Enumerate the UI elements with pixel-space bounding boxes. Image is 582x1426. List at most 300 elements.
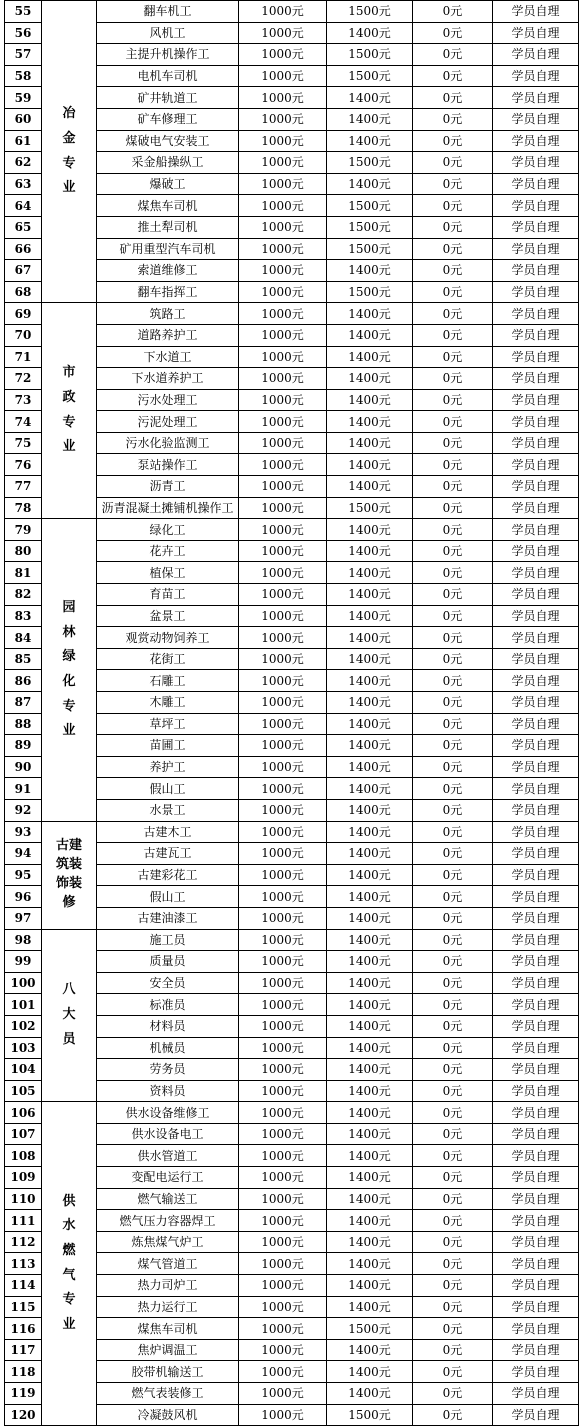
table-row xyxy=(5,303,579,325)
fee-cell: 0元 xyxy=(413,1296,493,1318)
row-number: 107 xyxy=(5,1123,42,1145)
job-name: 苗圃工 xyxy=(97,735,239,757)
category-label: 供 xyxy=(62,1193,76,1209)
fee-cell: 1400元 xyxy=(327,476,413,498)
fee-cell: 1000元 xyxy=(239,994,327,1016)
job-name: 植保工 xyxy=(97,562,239,584)
category-label: 业 xyxy=(62,180,76,196)
job-name: 污水化验监测工 xyxy=(97,432,239,454)
fee-cell: 1500元 xyxy=(327,1404,413,1426)
fee-cell: 1400元 xyxy=(327,1015,413,1037)
table-row xyxy=(5,929,579,951)
category-cell xyxy=(42,519,97,821)
job-name: 翻车指挥工 xyxy=(97,281,239,303)
lodging-cell: 学员自理 xyxy=(493,303,579,325)
job-name: 古建油漆工 xyxy=(97,907,239,929)
job-name: 翻车机工 xyxy=(97,1,239,23)
row-number: 116 xyxy=(5,1318,42,1340)
fee-cell: 0元 xyxy=(413,627,493,649)
fee-cell: 1000元 xyxy=(239,303,327,325)
fee-cell: 1000元 xyxy=(239,173,327,195)
fee-cell: 1000元 xyxy=(239,238,327,260)
lodging-cell: 学员自理 xyxy=(493,1123,579,1145)
lodging-cell: 学员自理 xyxy=(493,886,579,908)
fee-cell: 1400元 xyxy=(327,886,413,908)
lodging-cell: 学员自理 xyxy=(493,411,579,433)
fee-cell: 0元 xyxy=(413,65,493,87)
lodging-cell: 学员自理 xyxy=(493,562,579,584)
fee-cell: 0元 xyxy=(413,1167,493,1189)
fee-cell: 1400元 xyxy=(327,108,413,130)
fee-cell: 1000元 xyxy=(239,130,327,152)
job-name: 泵站操作工 xyxy=(97,454,239,476)
fee-cell: 1000元 xyxy=(239,1080,327,1102)
fee-cell: 1400元 xyxy=(327,799,413,821)
fee-cell: 0元 xyxy=(413,994,493,1016)
lodging-cell: 学员自理 xyxy=(493,1080,579,1102)
row-number: 61 xyxy=(5,130,42,152)
job-name: 热力运行工 xyxy=(97,1296,239,1318)
row-number: 78 xyxy=(5,497,42,519)
lodging-cell: 学员自理 xyxy=(493,130,579,152)
fee-cell: 1000元 xyxy=(239,476,327,498)
job-name: 机械员 xyxy=(97,1037,239,1059)
fee-cell: 1000元 xyxy=(239,1015,327,1037)
fee-cell: 1400元 xyxy=(327,1080,413,1102)
fee-cell: 1500元 xyxy=(327,216,413,238)
fee-cell: 1400元 xyxy=(327,260,413,282)
fee-cell: 1400元 xyxy=(327,843,413,865)
row-number: 100 xyxy=(5,972,42,994)
job-name: 煤破电气安装工 xyxy=(97,130,239,152)
fee-cell: 1400元 xyxy=(327,1361,413,1383)
fee-cell: 1000元 xyxy=(239,1102,327,1124)
lodging-cell: 学员自理 xyxy=(493,735,579,757)
fee-cell: 0元 xyxy=(413,1210,493,1232)
row-number: 76 xyxy=(5,454,42,476)
job-name: 观赏动物饲养工 xyxy=(97,627,239,649)
fee-cell: 1000元 xyxy=(239,152,327,174)
table-row xyxy=(5,1102,579,1124)
category-label: 化 xyxy=(62,673,76,689)
fee-cell: 1000元 xyxy=(239,1275,327,1297)
fee-cell: 0元 xyxy=(413,216,493,238)
row-number: 106 xyxy=(5,1102,42,1124)
lodging-cell: 学员自理 xyxy=(493,1231,579,1253)
fee-cell: 1000元 xyxy=(239,1339,327,1361)
fee-cell: 1400元 xyxy=(327,1210,413,1232)
job-name: 供水管道工 xyxy=(97,1145,239,1167)
fee-cell: 1000元 xyxy=(239,519,327,541)
fee-cell: 0元 xyxy=(413,260,493,282)
lodging-cell: 学员自理 xyxy=(493,260,579,282)
fee-cell: 1500元 xyxy=(327,152,413,174)
fee-cell: 0元 xyxy=(413,87,493,109)
lodging-cell: 学员自理 xyxy=(493,1318,579,1340)
fee-cell: 1400元 xyxy=(327,627,413,649)
fee-cell: 1400元 xyxy=(327,562,413,584)
lodging-cell: 学员自理 xyxy=(493,1,579,23)
lodging-cell: 学员自理 xyxy=(493,670,579,692)
fee-cell: 1000元 xyxy=(239,1145,327,1167)
fee-cell: 1000元 xyxy=(239,411,327,433)
job-name: 施工员 xyxy=(97,929,239,951)
job-name: 矿井轨道工 xyxy=(97,87,239,109)
lodging-cell: 学员自理 xyxy=(493,1339,579,1361)
fee-cell: 0元 xyxy=(413,562,493,584)
fee-cell: 1400元 xyxy=(327,389,413,411)
fee-cell: 0元 xyxy=(413,173,493,195)
row-number: 74 xyxy=(5,411,42,433)
row-number: 90 xyxy=(5,756,42,778)
row-number: 64 xyxy=(5,195,42,217)
lodging-cell: 学员自理 xyxy=(493,1253,579,1275)
fee-cell: 0元 xyxy=(413,1059,493,1081)
fee-cell: 0元 xyxy=(413,238,493,260)
row-number: 110 xyxy=(5,1188,42,1210)
category-cell xyxy=(42,303,97,519)
job-name: 变配电运行工 xyxy=(97,1167,239,1189)
fee-cell: 0元 xyxy=(413,1318,493,1340)
fee-cell: 0元 xyxy=(413,1231,493,1253)
fee-cell: 1000元 xyxy=(239,778,327,800)
job-name: 热力司炉工 xyxy=(97,1275,239,1297)
fee-cell: 0元 xyxy=(413,735,493,757)
table-row xyxy=(5,821,579,843)
lodging-cell: 学员自理 xyxy=(493,1404,579,1426)
lodging-cell: 学员自理 xyxy=(493,87,579,109)
lodging-cell: 学员自理 xyxy=(493,907,579,929)
lodging-cell: 学员自理 xyxy=(493,540,579,562)
fee-cell: 0元 xyxy=(413,1102,493,1124)
fee-cell: 0元 xyxy=(413,454,493,476)
row-number: 60 xyxy=(5,108,42,130)
fee-cell: 1000元 xyxy=(239,540,327,562)
fee-cell: 0元 xyxy=(413,432,493,454)
job-name: 草坪工 xyxy=(97,713,239,735)
row-number: 63 xyxy=(5,173,42,195)
table-row xyxy=(5,1,579,23)
row-number: 101 xyxy=(5,994,42,1016)
lodging-cell: 学员自理 xyxy=(493,627,579,649)
lodging-cell: 学员自理 xyxy=(493,238,579,260)
lodging-cell: 学员自理 xyxy=(493,929,579,951)
category-label: 专 xyxy=(62,414,76,430)
fee-cell: 1400元 xyxy=(327,951,413,973)
job-name: 古建木工 xyxy=(97,821,239,843)
fee-cell: 0元 xyxy=(413,1,493,23)
fee-cell: 1000元 xyxy=(239,864,327,886)
fee-cell: 1000元 xyxy=(239,886,327,908)
job-name: 煤气管道工 xyxy=(97,1253,239,1275)
row-number: 117 xyxy=(5,1339,42,1361)
lodging-cell: 学员自理 xyxy=(493,1383,579,1405)
category-label: 古建 xyxy=(55,838,82,854)
fee-cell: 1400元 xyxy=(327,1145,413,1167)
lodging-cell: 学员自理 xyxy=(493,65,579,87)
lodging-cell: 学员自理 xyxy=(493,605,579,627)
row-number: 94 xyxy=(5,843,42,865)
lodging-cell: 学员自理 xyxy=(493,994,579,1016)
fee-cell: 1400元 xyxy=(327,411,413,433)
fee-cell: 0元 xyxy=(413,1037,493,1059)
job-name: 花卉工 xyxy=(97,540,239,562)
row-number: 59 xyxy=(5,87,42,109)
row-number: 108 xyxy=(5,1145,42,1167)
lodging-cell: 学员自理 xyxy=(493,1059,579,1081)
row-number: 99 xyxy=(5,951,42,973)
job-name: 沥青工 xyxy=(97,476,239,498)
fee-cell: 0元 xyxy=(413,411,493,433)
row-number: 105 xyxy=(5,1080,42,1102)
fee-cell: 1400元 xyxy=(327,929,413,951)
row-number: 73 xyxy=(5,389,42,411)
row-number: 102 xyxy=(5,1015,42,1037)
lodging-cell: 学员自理 xyxy=(493,324,579,346)
lodging-cell: 学员自理 xyxy=(493,44,579,66)
fee-cell: 1400元 xyxy=(327,173,413,195)
fee-cell: 0元 xyxy=(413,584,493,606)
fee-cell: 1400元 xyxy=(327,1275,413,1297)
job-name: 劳务员 xyxy=(97,1059,239,1081)
lodging-cell: 学员自理 xyxy=(493,1037,579,1059)
row-number: 85 xyxy=(5,648,42,670)
job-name: 育苗工 xyxy=(97,584,239,606)
fee-cell: 1000元 xyxy=(239,432,327,454)
fee-cell: 1000元 xyxy=(239,1404,327,1426)
row-number: 89 xyxy=(5,735,42,757)
lodging-cell: 学员自理 xyxy=(493,951,579,973)
category-cell xyxy=(42,821,97,929)
fee-table xyxy=(4,0,579,1426)
fee-cell: 1000元 xyxy=(239,1,327,23)
fee-cell: 0元 xyxy=(413,605,493,627)
job-name: 供水设备电工 xyxy=(97,1123,239,1145)
job-name: 煤焦车司机 xyxy=(97,195,239,217)
lodging-cell: 学员自理 xyxy=(493,584,579,606)
fee-table-body xyxy=(5,1,579,1426)
fee-cell: 0元 xyxy=(413,1080,493,1102)
category-cell xyxy=(42,1102,97,1426)
lodging-cell: 学员自理 xyxy=(493,368,579,390)
fee-cell: 1000元 xyxy=(239,584,327,606)
row-number: 83 xyxy=(5,605,42,627)
lodging-cell: 学员自理 xyxy=(493,1188,579,1210)
fee-cell: 1400元 xyxy=(327,1188,413,1210)
job-name: 风机工 xyxy=(97,22,239,44)
job-name: 燃气压力容器焊工 xyxy=(97,1210,239,1232)
lodging-cell: 学员自理 xyxy=(493,778,579,800)
fee-cell: 0元 xyxy=(413,22,493,44)
fee-cell: 1000元 xyxy=(239,368,327,390)
lodging-cell: 学员自理 xyxy=(493,519,579,541)
lodging-cell: 学员自理 xyxy=(493,173,579,195)
fee-cell: 0元 xyxy=(413,799,493,821)
job-name: 污泥处理工 xyxy=(97,411,239,433)
job-name: 索道维修工 xyxy=(97,260,239,282)
fee-cell: 1000元 xyxy=(239,1361,327,1383)
fee-cell: 1000元 xyxy=(239,454,327,476)
fee-cell: 1400元 xyxy=(327,22,413,44)
fee-cell: 0元 xyxy=(413,1188,493,1210)
fee-cell: 0元 xyxy=(413,1253,493,1275)
row-number: 79 xyxy=(5,519,42,541)
row-number: 92 xyxy=(5,799,42,821)
category-label: 金 xyxy=(62,130,76,146)
fee-cell: 1000元 xyxy=(239,972,327,994)
fee-cell: 0元 xyxy=(413,540,493,562)
fee-cell: 1400元 xyxy=(327,1123,413,1145)
fee-cell: 1000元 xyxy=(239,627,327,649)
fee-cell: 1400元 xyxy=(327,1059,413,1081)
fee-cell: 1400元 xyxy=(327,778,413,800)
row-number: 113 xyxy=(5,1253,42,1275)
row-number: 109 xyxy=(5,1167,42,1189)
row-number: 114 xyxy=(5,1275,42,1297)
fee-cell: 0元 xyxy=(413,152,493,174)
fee-cell: 1000元 xyxy=(239,324,327,346)
job-name: 道路养护工 xyxy=(97,324,239,346)
fee-cell: 1400元 xyxy=(327,303,413,325)
category-label: 饰装 xyxy=(55,876,82,892)
fee-cell: 0元 xyxy=(413,195,493,217)
job-name: 质量员 xyxy=(97,951,239,973)
row-number: 96 xyxy=(5,886,42,908)
fee-cell: 1400元 xyxy=(327,756,413,778)
fee-cell: 1000元 xyxy=(239,562,327,584)
fee-cell: 0元 xyxy=(413,1123,493,1145)
fee-cell: 0元 xyxy=(413,1275,493,1297)
fee-cell: 1500元 xyxy=(327,238,413,260)
job-name: 煤焦车司机 xyxy=(97,1318,239,1340)
category-label: 专 xyxy=(62,1292,76,1308)
category-label: 气 xyxy=(62,1267,76,1283)
row-number: 57 xyxy=(5,44,42,66)
lodging-cell: 学员自理 xyxy=(493,108,579,130)
fee-cell: 1000元 xyxy=(239,1210,327,1232)
row-number: 120 xyxy=(5,1404,42,1426)
job-name: 假山工 xyxy=(97,778,239,800)
fee-cell: 0元 xyxy=(413,648,493,670)
job-name: 采金船操纵工 xyxy=(97,152,239,174)
category-label: 业 xyxy=(62,1317,76,1333)
job-name: 矿车修理工 xyxy=(97,108,239,130)
fee-cell: 1000元 xyxy=(239,22,327,44)
fee-cell: 1000元 xyxy=(239,929,327,951)
fee-cell: 1400元 xyxy=(327,994,413,1016)
lodging-cell: 学员自理 xyxy=(493,1210,579,1232)
fee-cell: 1400元 xyxy=(327,519,413,541)
row-number: 56 xyxy=(5,22,42,44)
lodging-cell: 学员自理 xyxy=(493,1167,579,1189)
job-name: 炼焦煤气炉工 xyxy=(97,1231,239,1253)
fee-cell: 1400元 xyxy=(327,87,413,109)
fee-cell: 0元 xyxy=(413,1015,493,1037)
fee-cell: 0元 xyxy=(413,756,493,778)
job-name: 焦炉调温工 xyxy=(97,1339,239,1361)
category-label: 员 xyxy=(62,1031,76,1047)
lodging-cell: 学员自理 xyxy=(493,432,579,454)
fee-cell: 1000元 xyxy=(239,195,327,217)
row-number: 91 xyxy=(5,778,42,800)
job-name: 主提升机操作工 xyxy=(97,44,239,66)
fee-cell: 0元 xyxy=(413,1361,493,1383)
fee-cell: 1400元 xyxy=(327,584,413,606)
job-name: 沥青混凝土摊铺机操作工 xyxy=(97,497,239,519)
lodging-cell: 学员自理 xyxy=(493,476,579,498)
category-label: 燃 xyxy=(62,1243,76,1259)
fee-cell: 1000元 xyxy=(239,756,327,778)
lodging-cell: 学员自理 xyxy=(493,799,579,821)
fee-cell: 1000元 xyxy=(239,713,327,735)
category-label: 业 xyxy=(62,439,76,455)
fee-cell: 0元 xyxy=(413,519,493,541)
fee-cell: 1500元 xyxy=(327,497,413,519)
fee-cell: 0元 xyxy=(413,843,493,865)
fee-cell: 1000元 xyxy=(239,670,327,692)
row-number: 115 xyxy=(5,1296,42,1318)
job-name: 古建彩花工 xyxy=(97,864,239,886)
table-row xyxy=(5,519,579,541)
job-name: 木雕工 xyxy=(97,692,239,714)
job-name: 下水道工 xyxy=(97,346,239,368)
fee-cell: 0元 xyxy=(413,303,493,325)
fee-cell: 1400元 xyxy=(327,1102,413,1124)
lodging-cell: 学员自理 xyxy=(493,821,579,843)
job-name: 资料员 xyxy=(97,1080,239,1102)
fee-cell: 1400元 xyxy=(327,605,413,627)
fee-cell: 1000元 xyxy=(239,1296,327,1318)
lodging-cell: 学员自理 xyxy=(493,864,579,886)
lodging-cell: 学员自理 xyxy=(493,152,579,174)
fee-cell: 0元 xyxy=(413,692,493,714)
fee-cell: 1400元 xyxy=(327,540,413,562)
category-label: 大 xyxy=(62,1007,76,1023)
fee-cell: 0元 xyxy=(413,44,493,66)
fee-cell: 1000元 xyxy=(239,346,327,368)
fee-cell: 1000元 xyxy=(239,692,327,714)
row-number: 87 xyxy=(5,692,42,714)
fee-cell: 1400元 xyxy=(327,324,413,346)
row-number: 104 xyxy=(5,1059,42,1081)
row-number: 119 xyxy=(5,1383,42,1405)
row-number: 88 xyxy=(5,713,42,735)
lodging-cell: 学员自理 xyxy=(493,648,579,670)
fee-cell: 0元 xyxy=(413,929,493,951)
fee-cell: 1400元 xyxy=(327,821,413,843)
fee-cell: 0元 xyxy=(413,368,493,390)
fee-cell: 1400元 xyxy=(327,692,413,714)
job-name: 绿化工 xyxy=(97,519,239,541)
job-name: 材料员 xyxy=(97,1015,239,1037)
fee-cell: 1000元 xyxy=(239,1037,327,1059)
lodging-cell: 学员自理 xyxy=(493,843,579,865)
fee-cell: 1400元 xyxy=(327,130,413,152)
row-number: 70 xyxy=(5,324,42,346)
fee-cell: 1500元 xyxy=(327,1,413,23)
job-name: 石雕工 xyxy=(97,670,239,692)
fee-cell: 1000元 xyxy=(239,389,327,411)
job-name: 筑路工 xyxy=(97,303,239,325)
lodging-cell: 学员自理 xyxy=(493,497,579,519)
category-label: 政 xyxy=(62,390,76,406)
fee-cell: 1000元 xyxy=(239,1188,327,1210)
lodging-cell: 学员自理 xyxy=(493,756,579,778)
lodging-cell: 学员自理 xyxy=(493,1275,579,1297)
fee-cell: 0元 xyxy=(413,324,493,346)
row-number: 98 xyxy=(5,929,42,951)
fee-cell: 0元 xyxy=(413,972,493,994)
